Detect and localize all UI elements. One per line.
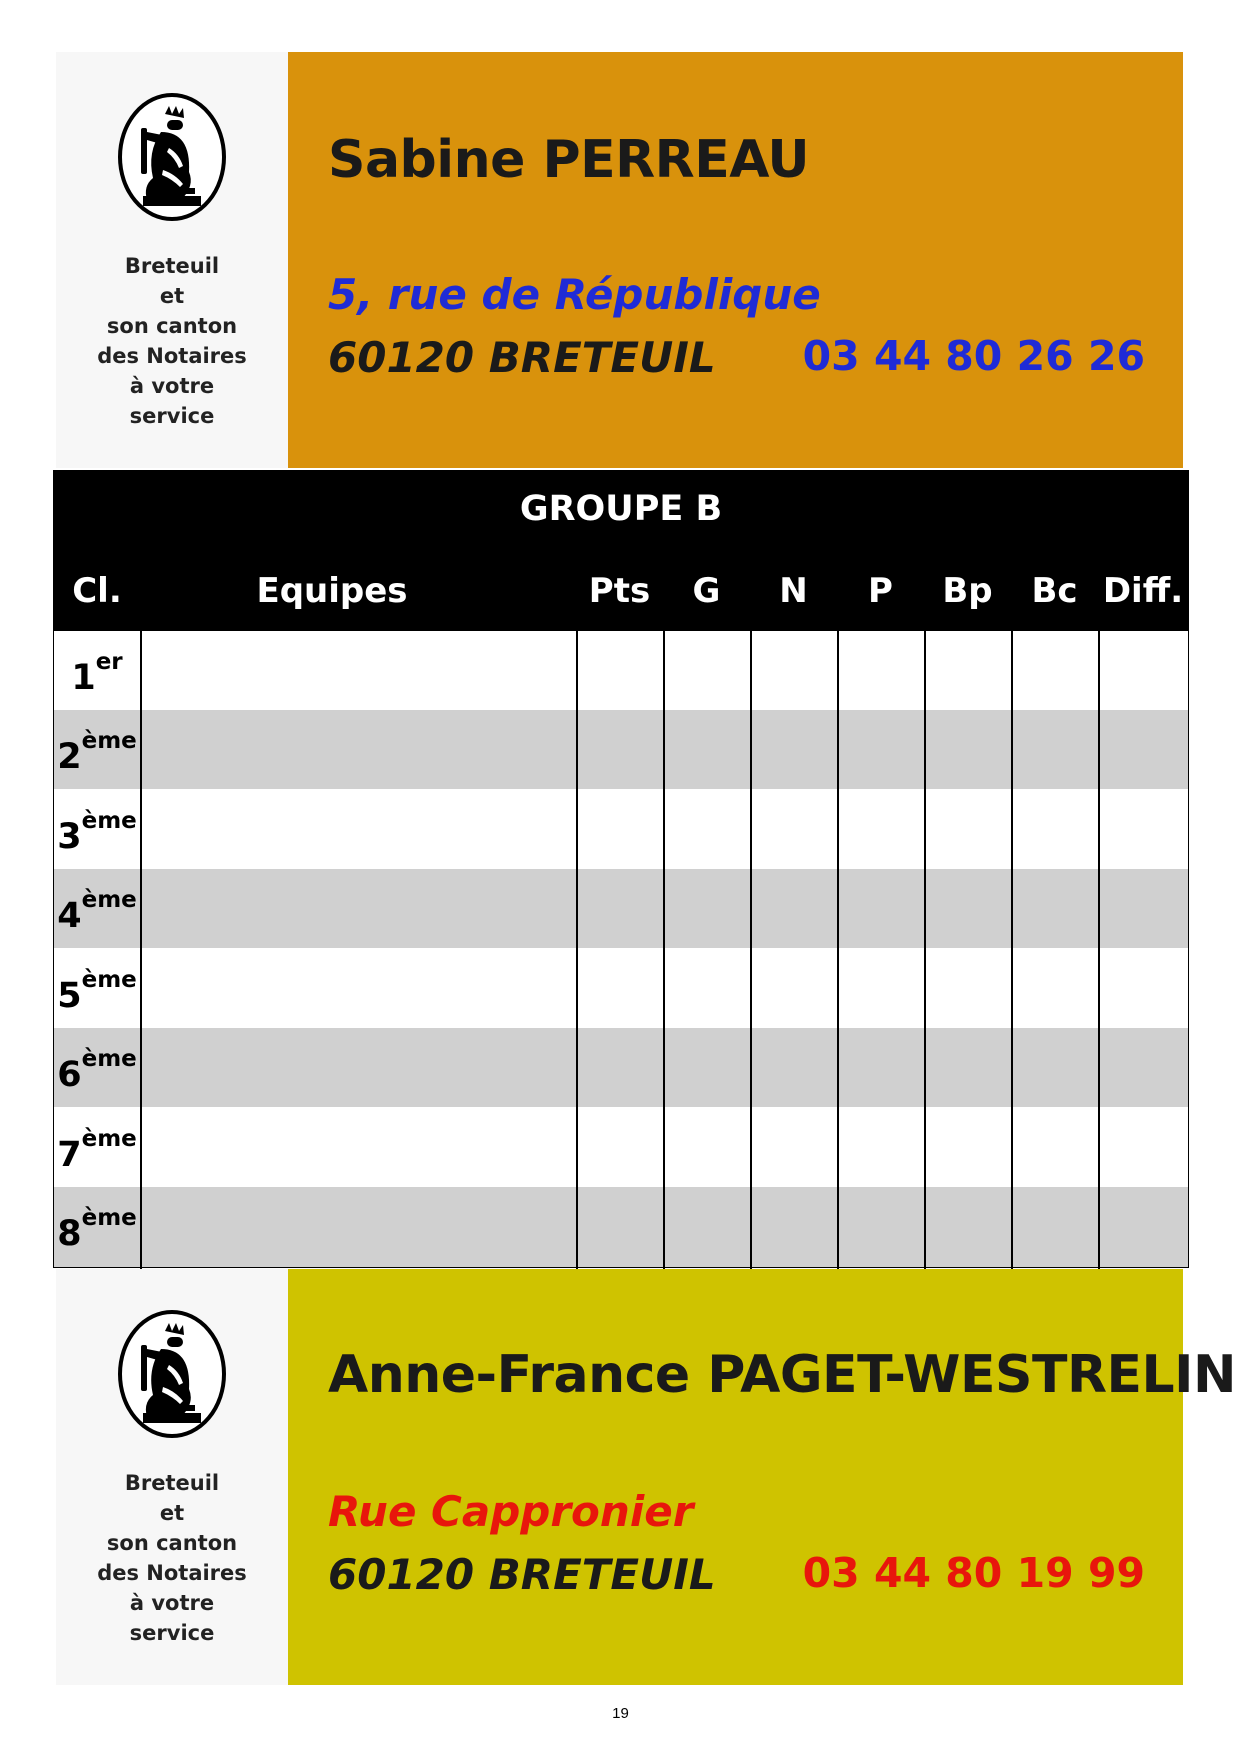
tagline-line: Breteuil xyxy=(124,1471,220,1495)
rank-suffix: ème xyxy=(81,1046,137,1072)
col-header-bp: Bp xyxy=(942,571,993,611)
col-header-teams: Equipes xyxy=(256,571,408,611)
table-row xyxy=(54,631,1188,710)
notary-panel xyxy=(56,52,288,468)
rank-cell xyxy=(54,1187,140,1266)
advertiser-name: Sabine PERREAU xyxy=(328,130,810,190)
column-divider xyxy=(837,631,839,1269)
tagline-line: service xyxy=(129,1621,215,1645)
rank-suffix: ème xyxy=(81,808,137,834)
table-row xyxy=(54,949,1188,1028)
rank-number: 8 xyxy=(57,1214,82,1254)
rank-cell xyxy=(54,790,140,869)
table-row xyxy=(54,710,1188,789)
column-divider xyxy=(663,631,665,1269)
col-header-diff: Diff. xyxy=(1102,571,1184,611)
advertiser-name: Anne-France PAGET-WESTRELIN xyxy=(328,1345,1237,1405)
table-row xyxy=(54,869,1188,948)
group-title: GROUPE B xyxy=(519,489,723,529)
tagline-line: à votre xyxy=(129,374,215,398)
advert-perreau xyxy=(56,52,1183,468)
column-divider xyxy=(576,631,578,1269)
advert-box xyxy=(288,52,1183,468)
advertiser-phone: 03 44 80 19 99 xyxy=(802,1549,1145,1597)
notary-panel xyxy=(56,1269,288,1685)
rank-suffix: ème xyxy=(81,887,137,913)
rank-number: 1 xyxy=(71,658,96,698)
column-divider xyxy=(924,631,926,1269)
tagline-line: son canton xyxy=(106,314,238,338)
col-header-p: P xyxy=(868,571,893,611)
col-header-n: N xyxy=(779,571,808,611)
table-row xyxy=(54,790,1188,869)
tagline-line: à votre xyxy=(129,1591,215,1615)
column-divider xyxy=(750,631,752,1269)
advertiser-city: 60120 BRETEUIL xyxy=(328,333,716,382)
standings-table xyxy=(53,470,1189,1268)
advertiser-street: 5, rue de République xyxy=(328,270,821,319)
notary-tagline xyxy=(56,251,288,431)
rank-cell xyxy=(54,949,140,1028)
tagline-line: et xyxy=(159,284,185,308)
tagline-line: service xyxy=(129,404,215,428)
page-number: 19 xyxy=(612,1705,629,1722)
rank-suffix: er xyxy=(95,649,123,675)
rank-number: 7 xyxy=(57,1135,82,1175)
advertiser-city: 60120 BRETEUIL xyxy=(328,1550,716,1599)
column-divider xyxy=(1098,631,1100,1269)
rank-cell xyxy=(54,1108,140,1187)
rank-cell xyxy=(54,710,140,789)
rank-suffix: ème xyxy=(81,1126,137,1152)
col-header-g: G xyxy=(692,571,721,611)
tagline-line: son canton xyxy=(106,1531,238,1555)
col-header-rank: Cl. xyxy=(72,571,122,611)
table-row xyxy=(54,1028,1188,1107)
tagline-line: des Notaires xyxy=(97,1561,247,1585)
col-header-bc: Bc xyxy=(1031,571,1078,611)
rank-number: 6 xyxy=(57,1055,82,1095)
tagline-line: Breteuil xyxy=(124,254,220,278)
column-divider xyxy=(1011,631,1013,1269)
table-header xyxy=(54,471,1188,631)
col-header-pts: Pts xyxy=(588,571,651,611)
rank-cell xyxy=(54,631,140,710)
advert-paget-westrelin xyxy=(56,1269,1237,1685)
rank-number: 2 xyxy=(57,737,82,777)
tagline-line: et xyxy=(159,1501,185,1525)
notary-seal-icon xyxy=(117,1309,227,1439)
rank-number: 5 xyxy=(57,976,82,1016)
rank-number: 3 xyxy=(57,817,82,857)
rank-suffix: ème xyxy=(81,967,137,993)
rank-number: 4 xyxy=(57,896,82,936)
notary-seal-icon xyxy=(117,92,227,222)
rank-suffix: ème xyxy=(81,1205,137,1231)
table-row xyxy=(54,1108,1188,1187)
rank-cell xyxy=(54,869,140,948)
rank-suffix: ème xyxy=(81,728,137,754)
rank-cell xyxy=(54,1028,140,1107)
notary-tagline xyxy=(56,1468,288,1648)
column-divider xyxy=(140,631,142,1269)
advertiser-street: Rue Cappronier xyxy=(328,1487,694,1536)
advert-box xyxy=(288,1269,1237,1685)
tagline-line: des Notaires xyxy=(97,344,247,368)
advertiser-phone: 03 44 80 26 26 xyxy=(802,332,1145,380)
table-row xyxy=(54,1187,1188,1267)
